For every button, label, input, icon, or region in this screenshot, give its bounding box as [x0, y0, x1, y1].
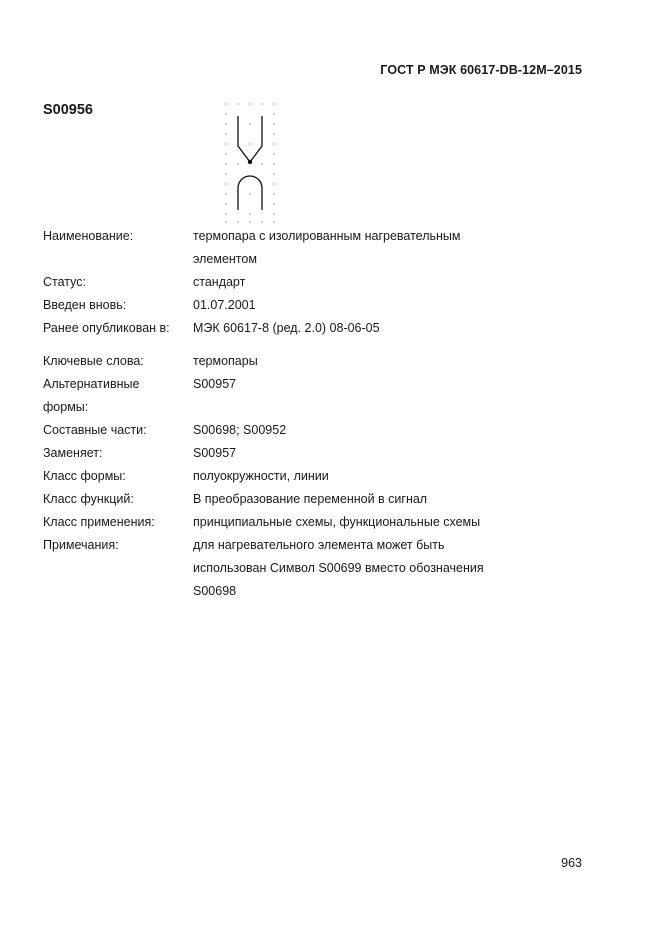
- field-value: S00957: [193, 377, 237, 391]
- field-components: [43, 419, 563, 442]
- label-line: формы:: [43, 400, 89, 414]
- field-value: полуокружности, линии: [193, 469, 329, 483]
- field-label: Примечания:: [43, 538, 119, 552]
- field-label: [43, 373, 193, 419]
- field-function-class: [43, 488, 563, 511]
- field-alternative-forms: [43, 373, 563, 419]
- field-label: Класс функций:: [43, 492, 134, 506]
- field-value: 01.07.2001: [193, 298, 256, 312]
- field-value: S00957: [193, 446, 237, 460]
- label-line: Альтернативные: [43, 377, 140, 391]
- field-value: термопары: [193, 354, 258, 368]
- field-value: МЭК 60617-8 (ред. 2.0) 08-06-05: [193, 321, 380, 335]
- field-replaces: [43, 442, 563, 465]
- field-label: Ключевые слова:: [43, 354, 144, 368]
- field-status: [43, 271, 563, 294]
- field-label: Наименование:: [43, 229, 134, 243]
- field-introduced: [43, 294, 563, 317]
- thermocouple-lines: [238, 116, 262, 162]
- field-value: В преобразование переменной в сигнал: [193, 492, 428, 506]
- field-label: Класс применения:: [43, 515, 155, 529]
- junction-dot: [248, 160, 252, 164]
- field-label: Заменяет:: [43, 446, 103, 460]
- field-shape-class: [43, 465, 563, 488]
- value-line: для нагревательного элемента может быть: [193, 538, 445, 552]
- value-line: термопара с изолированным нагревательным: [193, 229, 461, 243]
- value-line: использован Символ S00699 вместо обозначения: [193, 561, 484, 575]
- field-value: [193, 534, 563, 603]
- symbol-code: S00956: [43, 102, 93, 118]
- thermocouple-symbol-icon: [220, 100, 280, 225]
- field-previously-published: [43, 317, 563, 340]
- field-label: Ранее опубликован в:: [43, 321, 170, 335]
- field-label: Класс формы:: [43, 469, 126, 483]
- field-label: Статус:: [43, 275, 86, 289]
- field-application-class: [43, 511, 563, 534]
- value-line: элементом: [193, 252, 257, 266]
- symbol-properties: [43, 225, 563, 603]
- field-value: принципиальные схемы, функциональные схемы: [193, 515, 481, 529]
- page-number: 963: [561, 856, 582, 870]
- field-value: стандарт: [193, 275, 246, 289]
- field-name: [43, 225, 563, 271]
- field-value: S00698; S00952: [193, 423, 287, 437]
- field-notes: [43, 534, 563, 603]
- heating-element-arcs: [238, 176, 262, 210]
- field-label: Составные части:: [43, 423, 147, 437]
- document-standard-header: ГОСТ Р МЭК 60617-DB-12M–2015: [380, 63, 582, 77]
- field-label: Введен вновь:: [43, 298, 127, 312]
- field-value: [193, 225, 563, 271]
- value-line: S00698: [193, 584, 237, 598]
- field-keywords: [43, 350, 563, 373]
